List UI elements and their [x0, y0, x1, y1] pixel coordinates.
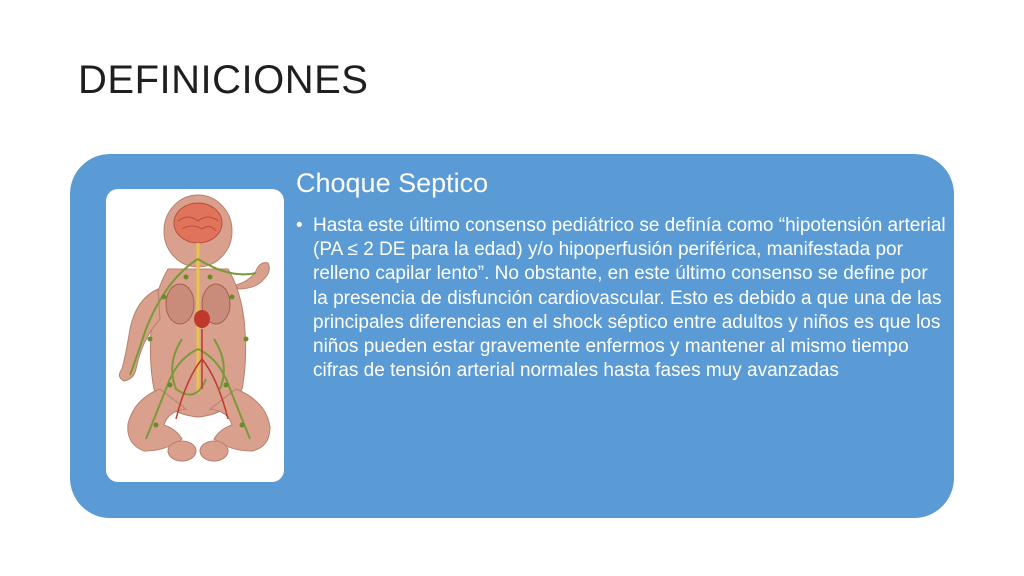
infant-anatomy-icon — [106, 189, 284, 482]
card-heading: Choque Septico — [296, 168, 489, 198]
slide-title: DEFINICIONES — [78, 58, 369, 102]
bullet-list — [296, 214, 946, 383]
bullet-text: Hasta este último consenso pediátrico se definía como “hipotensión arterial (PA ≤ 2 DE para la edad) y/o hipoperfusión periférica, manifestada por relleno capilar lento”. No obstante, en este último consenso se define por la presencia de disfunción cardiovascular. Esto es debido a que una de las principales diferencias en el shock séptico entre adultos y niños es que los niños pueden estar gravemente enfermos y mantener al mismo tiempo cifras de tensión arterial normales hasta fases muy avanzadas — [313, 215, 946, 382]
content-card — [70, 154, 954, 518]
infant-anatomy-image — [106, 189, 284, 482]
bullet-item — [296, 214, 946, 383]
bullet-marker: • — [296, 215, 303, 236]
